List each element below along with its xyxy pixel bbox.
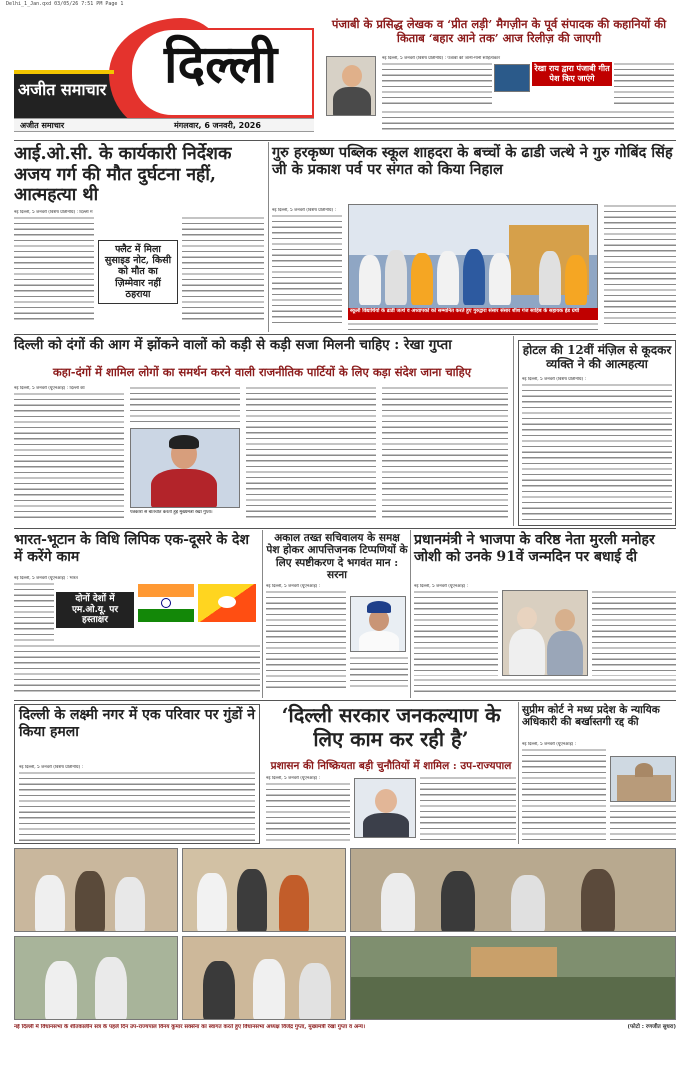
story-bhutan xyxy=(14,532,260,698)
magazine-body-text-bottom xyxy=(382,110,674,130)
sc-headline: सुप्रीम कोर्ट ने मध्य प्रदेश के न्यायिक अधिकारी की बर्खास्तगी रद्द की xyxy=(522,704,660,729)
secretariat-dateline: नई दिल्ली, 5 जनवरी (यूएनआई) : xyxy=(266,584,321,589)
school-headline: गुरु हरकृष्ण पब्लिक स्कूल शाहदरा के बच्चों के ढाडी जत्थे ने गुरु गोबिंद सिंह जी के प्रकाश पर्व पर संगत को किया निहाल xyxy=(272,144,673,179)
masthead-paper-name: अजीत समाचार xyxy=(18,80,107,99)
attack-dateline: नई दिल्ली, 5 जनवरी (विशेष प्रतिनिधि) : xyxy=(19,765,83,770)
modi-headline: प्रधानमंत्री ने भाजपा के वरिष्ठ नेता मुरली मनोहर जोशी को उनके 91वें जन्मदिन पर बधाई दी xyxy=(414,532,655,565)
modi-body-right xyxy=(592,590,676,676)
attack-body xyxy=(19,771,255,841)
story-hotel xyxy=(518,340,676,526)
rule xyxy=(14,528,676,529)
story-riots xyxy=(14,338,510,526)
masthead-date: मंगलवार, 6 जनवरी, 2026 xyxy=(174,121,261,130)
lg-dateline: नई दिल्ली, 5 जनवरी (यूएनआई) : xyxy=(266,776,321,781)
assembly-photo-2 xyxy=(182,848,346,932)
story-lg xyxy=(266,704,516,844)
magazine-book-cover xyxy=(494,64,530,92)
school-body-right xyxy=(604,204,676,324)
sc-body xyxy=(522,748,606,844)
story-aoc xyxy=(14,144,266,334)
assembly-photo-1 xyxy=(14,848,178,932)
rule xyxy=(518,702,519,844)
attack-headline: दिल्ली के लक्ष्मी नगर में एक परिवार पर गुंडों ने किया हमला xyxy=(19,707,255,740)
riots-body-3 xyxy=(246,386,376,522)
assembly-photo-3 xyxy=(350,848,676,932)
aoc-body-right xyxy=(182,216,264,324)
riots-subhead: कहा-दंगों में शामिल लोगों का समर्थन करने वाली राजनीतिक पार्टियों के लिए कड़ा संदेश जाना चाहिए xyxy=(52,365,472,379)
rule xyxy=(262,530,263,698)
magazine-photo-person xyxy=(326,56,376,116)
print-slug: Delhi_1_Jan.qxd 03/05/26 7:51 PM Page 1 xyxy=(6,1,124,7)
school-body-bottom xyxy=(348,322,598,330)
secretariat-body-right xyxy=(350,656,408,690)
story-secretariat xyxy=(266,532,408,698)
aoc-headline: आई.ओ.सी. के कार्यकारी निर्देशक अजय गर्ग की मौत दुर्घटना नहीं, आत्महत्या थी xyxy=(14,144,232,206)
rule xyxy=(410,530,411,698)
modi-body-bottom xyxy=(414,678,676,696)
aoc-callout-text: फ्लैट में मिला सुसाइड नोट, किसी को मौत का ज़िम्मेवार नहीं ठहराया xyxy=(104,244,172,300)
bhutan-flag xyxy=(198,584,256,622)
riots-headline: दिल्ली को दंगों की आग में झोंकने वालों को कड़ी से कड़ी सजा मिलनी चाहिए : रेखा गुप्ता xyxy=(14,337,452,353)
masthead xyxy=(14,18,314,130)
school-body-left xyxy=(272,214,342,324)
magazine-body-text-right xyxy=(614,62,674,106)
riots-body-1 xyxy=(14,392,124,522)
lg-photo-saxena xyxy=(354,778,416,838)
lg-body-left xyxy=(266,782,350,844)
lg-headline: ‘दिल्ली सरकार जनकल्याण के लिए काम कर रही है’ xyxy=(281,703,501,751)
bhutan-callout-text: दोनों देशों में एम.ओ.यू. पर हस्ताक्षर xyxy=(71,594,119,626)
masthead-yellow-strip xyxy=(14,70,114,74)
assembly-photo-4 xyxy=(14,936,178,1020)
aoc-body-left xyxy=(14,216,94,324)
school-dateline: नई दिल्ली, 5 जनवरी (विशेष प्रतिनिधि) : xyxy=(272,208,336,213)
riots-caption: पत्रकारों से बातचीत करती हुईं मुख्यमंत्री रेखा गुप्ता। xyxy=(130,510,213,515)
hotel-headline: होटल की 12वीं मंज़िल से कूदकर व्यक्ति ने की आत्महत्या xyxy=(522,343,672,372)
assembly-photo-6 xyxy=(350,936,676,1020)
modi-photo xyxy=(502,590,588,676)
riots-photo-rekha-gupta xyxy=(130,428,240,508)
secretariat-body-left xyxy=(266,590,346,690)
rule xyxy=(268,142,269,332)
rule xyxy=(513,336,514,526)
magazine-kicker: रेखा राय द्वारा पंजाबी गीत पेश किए जाएंगे xyxy=(532,62,612,86)
secretariat-headline: अकाल तख्त सचिवालय के समक्ष पेश होकर आपत्तिजनक टिप्पणियों के लिए स्पष्टीकरण दे भगवंत मान : सरना xyxy=(266,532,408,582)
story-attack xyxy=(14,704,260,844)
modi-body-left xyxy=(414,590,498,676)
magazine-dateline: नई दिल्ली, 5 जनवरी (विशेष प्रतिनिधि) : पंजाबी की जानी-मानी साहित्यकार xyxy=(382,56,500,61)
story-modi xyxy=(414,532,676,698)
hotel-dateline: नई दिल्ली, 5 जनवरी (विशेष प्रतिनिधि) : xyxy=(522,377,586,382)
magazine-headline: पंजाबी के प्रसिद्ध लेखक व ‘प्रीत लड़ी’ मैगज़ीन के पूर्व संपादक की कहानियों की किताब ‘बहार आने तक’ आज रिलीज़ की जाएगी xyxy=(331,17,667,45)
school-photo xyxy=(348,204,598,318)
rule xyxy=(14,700,676,701)
bhutan-callout xyxy=(56,592,134,628)
india-flag xyxy=(138,584,194,622)
aoc-dateline: नई दिल्ली, 5 जनवरी (विशेष प्रतिनिधि) : दिल्ली में xyxy=(14,210,93,215)
bhutan-body-left xyxy=(14,582,54,642)
riots-body-2 xyxy=(130,386,240,426)
rule xyxy=(14,140,676,141)
hotel-body xyxy=(522,383,672,523)
lg-subhead: प्रशासन की निष्क्रियता बड़ी चुनौतियों में शामिल : उप-राज्यपाल xyxy=(270,760,512,772)
masthead-bottom-label: अजीत समाचार xyxy=(20,121,65,130)
bottom-caption: नई दिल्ली में विधानसभा के शीतकालीन सत्र के पहले दिन उप-राज्यपाल विनय कुमार सक्सेना का स्वागत करते हुए विधानसभा अध्यक्ष विजेंद्र गुप्ता, मुख्यमंत्री रेखा गुप्ता व अन्य। xyxy=(14,1024,366,1030)
riots-dateline: नई दिल्ली, 5 जनवरी (यूएनआई) : दिल्ली की xyxy=(14,386,85,391)
bhutan-headline: भारत-भूटान के विधि लिपिक एक-दूसरे के देश में करेंगे काम xyxy=(14,532,250,565)
story-school xyxy=(272,144,676,334)
story-magazine xyxy=(322,18,676,138)
photo-credit: (फोटो : रणजीत सुधरा) xyxy=(627,1024,676,1030)
lg-body-right xyxy=(420,776,516,844)
secretariat-photo-sarna xyxy=(350,596,406,652)
magazine-body-text xyxy=(382,62,492,106)
riots-body-4 xyxy=(382,386,508,522)
sc-body-right xyxy=(610,804,676,844)
masthead-city-name: दिल्ली xyxy=(164,34,278,95)
bhutan-body-bottom xyxy=(14,644,260,694)
aoc-callout xyxy=(98,240,178,304)
story-sc xyxy=(522,704,676,844)
supreme-court-photo xyxy=(610,756,676,802)
school-caption: स्कूली विद्यार्थियों के ढाडी जत्थे व अध्यापकों को सम्मानित करते हुए गुरुद्वारा संसार संसार शीश गंज साहिब के सहायक हेड ग्रंथी xyxy=(348,308,598,320)
sc-dateline: नई दिल्ली, 5 जनवरी (यूएनआई) : xyxy=(522,742,577,747)
photo-strip xyxy=(14,848,676,1020)
assembly-photo-5 xyxy=(182,936,346,1020)
bhutan-dateline: नई दिल्ली, 5 जनवरी (यूएनआई) : भारत xyxy=(14,576,78,581)
modi-dateline: नई दिल्ली, 5 जनवरी (यूएनआई) : xyxy=(414,584,469,589)
rule xyxy=(14,334,676,335)
